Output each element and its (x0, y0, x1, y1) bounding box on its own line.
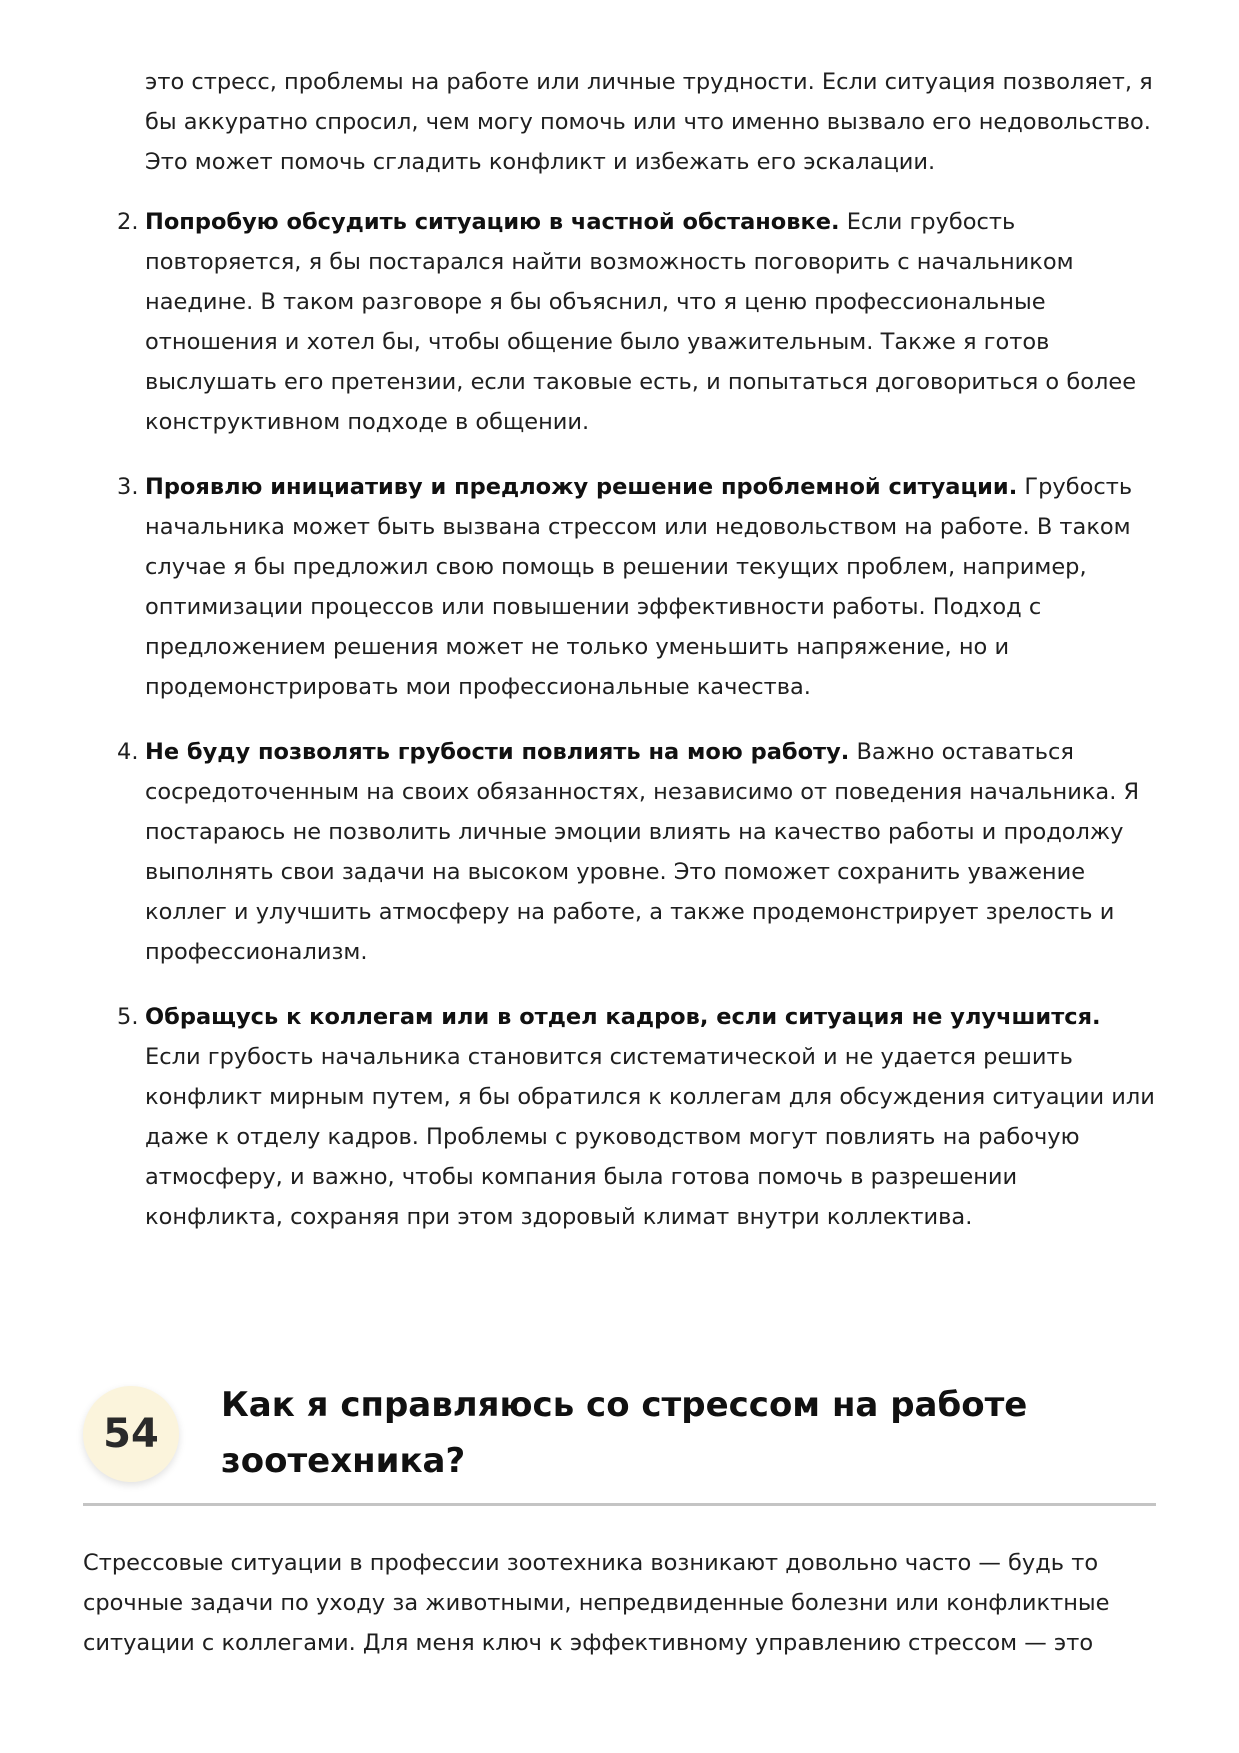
list-item-heading: Не буду позволять грубости повлиять на мою работу. (145, 739, 850, 765)
section-header (83, 1373, 1156, 1506)
list-item-text: Важно оставаться сосредоточенным на своих обязанностях, независимо от поведения начальника. Я постараюсь не позволить личные эмоции влиять на качество работы и продолжу выполнять свои задачи на высоком уровне. Это поможет сохранить уважение коллег и улучшить атмосферу на работе, а также продемонстрирует зрелость и профессионализм. (145, 739, 1140, 965)
list-item (117, 467, 1155, 707)
list-item-heading: Попробую обсудить ситуацию в частной обстановке. (145, 209, 840, 235)
list-item-number: 3. (117, 474, 139, 500)
list-item (117, 202, 1155, 442)
section-intro-paragraph: Стрессовые ситуации в профессии зоотехника возникают довольно часто — будь то срочные задачи по уходу за животными, непредвиденные болезни или конфликтные ситуации с коллегами. Для меня ключ к эффективному управлению стрессом — это (83, 1550, 1110, 1656)
continued-paragraph: это стресс, проблемы на работе или личные трудности. Если ситуация позволяет, я бы аккуратно спросил, чем могу помочь или что именно вызвало его недовольство. Это может помочь сгладить конфликт и избежать его эскалации. (145, 69, 1153, 175)
list-item-number: 5. (117, 1004, 139, 1030)
list-item-number: 4. (117, 739, 139, 765)
question-number-badge: 54 (83, 1386, 179, 1482)
list-item (117, 732, 1155, 972)
answers-list (0, 202, 1180, 1262)
list-item-text: Если грубость повторяется, я бы постарался найти возможность поговорить с начальником наедине. В таком разговоре я бы объяснил, что я ценю профессиональные отношения и хотел бы, чтобы общение было уважительным. Также я готов выслушать его претензии, если таковые есть, и попытаться договориться о более конструктивном подходе в общении. (145, 209, 1137, 435)
list-item-heading: Проявлю инициативу и предложу решение проблемной ситуации. (145, 474, 1018, 500)
list-item-number: 2. (117, 209, 139, 235)
list-item-heading: Обращусь к коллегам или в отдел кадров, если ситуация не улучшится. (145, 1004, 1101, 1030)
list-item (117, 997, 1155, 1237)
section-title: Как я справляюсь со стрессом на работе зоотехника? (221, 1385, 1028, 1481)
list-item-text: Если грубость начальника становится систематической и не удается решить конфликт мирным путем, я бы обратился к коллегам для обсуждения ситуации или даже к отделу кадров. Проблемы с руководством могут повлиять на рабочую атмосферу, и важно, чтобы компания была готова помочь в разрешении конфликта, сохраняя при этом здоровый климат внутри коллектива. (145, 1044, 1155, 1230)
list-item-text: Грубость начальника может быть вызвана стрессом или недовольством на работе. В таком случае я бы предложил свою помощь в решении текущих проблем, например, оптимизации процессов или повышении эффективности работы. Подход с предложением решения может не только уменьшить напряжение, но и продемонстрировать мои профессиональные качества. (145, 474, 1133, 700)
